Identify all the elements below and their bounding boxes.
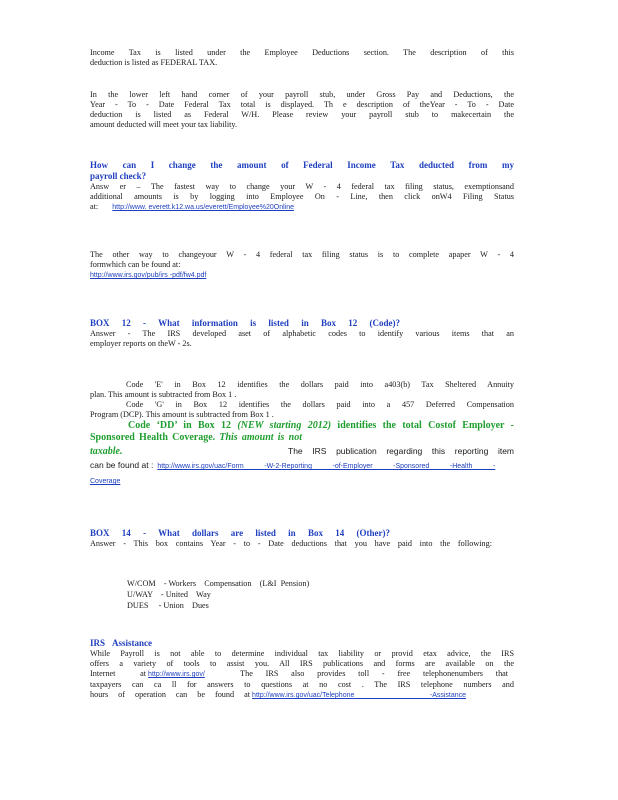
box14-answer: Answer - This box contains Year - to - Date deductions that you have paid into the following: xyxy=(90,539,492,548)
irs-line-1: While Payroll is not able to determine individual tax liability or provid etax advice, the IRS xyxy=(90,649,514,658)
code-dd-line-2 xyxy=(90,432,302,444)
code-dd-new-note: (NEW starting 2012) xyxy=(237,420,332,431)
ytd-line-4: amount deducted will meet your tax liability. xyxy=(90,120,238,129)
paper-w4-line-1: The other way to changeyour W - 4 federal tax filing status is to complete apaper W - 4 xyxy=(90,250,514,259)
irs-toll-free-text: The IRS also provides toll - free telephonenumbers that xyxy=(240,669,509,678)
box12-answer-1: Answer - The IRS developed aset of alphabetic codes to identify various items that an xyxy=(90,329,514,338)
irs-gov-link[interactable]: http://www.irs.gov/ xyxy=(148,671,205,678)
employee-online-link[interactable]: http://www. everett.k12.wa.us/everett/Employee%20Online xyxy=(112,204,294,211)
box12-section xyxy=(90,318,514,349)
irs-assistance-section xyxy=(90,638,514,701)
irs-internet-at: Internet at xyxy=(90,669,146,678)
box14-item-dues: DUES - Union Dues xyxy=(127,601,209,610)
ytd-line-2: Year - To - Date Federal Tax total is displayed. Th e description of theYear - To - Date xyxy=(90,100,514,109)
irs-line-3 xyxy=(90,669,514,680)
irs-telephone-assistance-link[interactable]: http://www.irs.gov/uac/Telephone -Assistance xyxy=(252,692,467,699)
found-at-line xyxy=(90,458,514,473)
irs-assistance-heading: IRS Assistance xyxy=(90,638,152,648)
box14-list xyxy=(127,578,427,611)
box12-heading: BOX 12 - What information is listed in Box 12 (Code)? xyxy=(90,318,400,328)
irs-publication-text: The IRS publication regarding this reporting item xyxy=(288,446,514,456)
code-dd-sponsored: Sponsored Health Coverage. xyxy=(90,432,220,443)
irs-line-5 xyxy=(90,690,514,701)
code-dd-not-taxable: This amount is not xyxy=(219,432,302,443)
code-dd-text-a: Code ‘DD’ in Box 12 xyxy=(128,420,238,431)
intro-line-2: deduction is listed as FEDERAL TAX. xyxy=(90,58,218,67)
paper-w4-paragraph xyxy=(90,250,514,281)
intro-line-1: Income Tax is listed under the Employee Deductions section. The description of this xyxy=(90,48,514,57)
box12-answer-2: employer reports on theW - 2s. xyxy=(90,339,192,348)
change-heading-1: How can I change the amount of Federal Income Tax deducted from my xyxy=(90,160,514,170)
box14-section xyxy=(90,528,514,549)
irs-hours-text: hours of operation can be found at xyxy=(90,690,250,699)
code-g-line-1: Code 'G' in Box 12 identifies the dollars paid into a 457 Deferred Compensation xyxy=(126,400,514,409)
intro-paragraph xyxy=(90,48,514,68)
change-answer-2: additional amounts is by logging into Employee On - Line, then click onW4 Filing Status xyxy=(90,192,514,201)
code-g-line-2: Program (DCP). This amount is subtracted from Box 1 . xyxy=(90,410,274,419)
code-dd-line-1 xyxy=(90,420,514,432)
found-at-line-2 xyxy=(90,473,514,488)
found-at-label: can be found at : xyxy=(90,460,154,470)
ytd-paragraph xyxy=(90,90,514,130)
box14-item-uway: U/WAY - United Way xyxy=(127,590,211,599)
change-answer-1: Answ er – The fastest way to change your W - 4 federal tax filing status, exemptionsand xyxy=(90,182,514,191)
ytd-line-3: deduction is listed as Federal W/H. Please review your payroll stub to makecertain the xyxy=(90,110,514,119)
form-w2-reporting-link[interactable]: http://www.irs.gov/uac/Form -W-2-Reporting -of-Employer -Sponsored -Health - xyxy=(157,463,496,470)
irs-line-2: offers a variety of tools to assist you. All IRS publications and forms are available on the xyxy=(90,659,514,668)
code-e-line-1: Code 'E' in Box 12 identifies the dollars paid into a403(b) Tax Sheltered Annuity xyxy=(126,380,514,389)
change-section xyxy=(90,160,514,213)
code-e-line-2: plan. This amount is subtracted from Box 1 . xyxy=(90,390,237,399)
fw4-link-line xyxy=(90,270,514,281)
form-w2-reporting-link-cont[interactable]: Coverage xyxy=(90,478,121,485)
code-dd-taxable: taxable. xyxy=(90,446,123,457)
paper-w4-line-2: formwhich can be found at: xyxy=(90,260,181,269)
fw4-pdf-link[interactable]: http://www.irs.gov/pub/irs -pdf/fw4.pdf xyxy=(90,272,207,279)
at-label: at: xyxy=(90,202,99,211)
change-link-line xyxy=(90,202,514,213)
ytd-line-1: In the lower left hand corner of your payroll stub, under Gross Pay and Deductions, the xyxy=(90,90,514,99)
change-heading-2: payroll check? xyxy=(90,171,147,181)
box14-heading: BOX 14 - What dollars are listed in Box 14 (Other)? xyxy=(90,528,390,538)
box14-item-wcom: W/COM - Workers Compensation (L&I Pension) xyxy=(127,579,310,588)
box12-codes xyxy=(90,380,514,488)
code-dd-text-c: identifies the total Costof Employer - xyxy=(331,420,515,431)
irs-line-4: taxpayers can ca ll for answers to questions at no cost . The IRS telephone numbers and xyxy=(90,680,514,689)
